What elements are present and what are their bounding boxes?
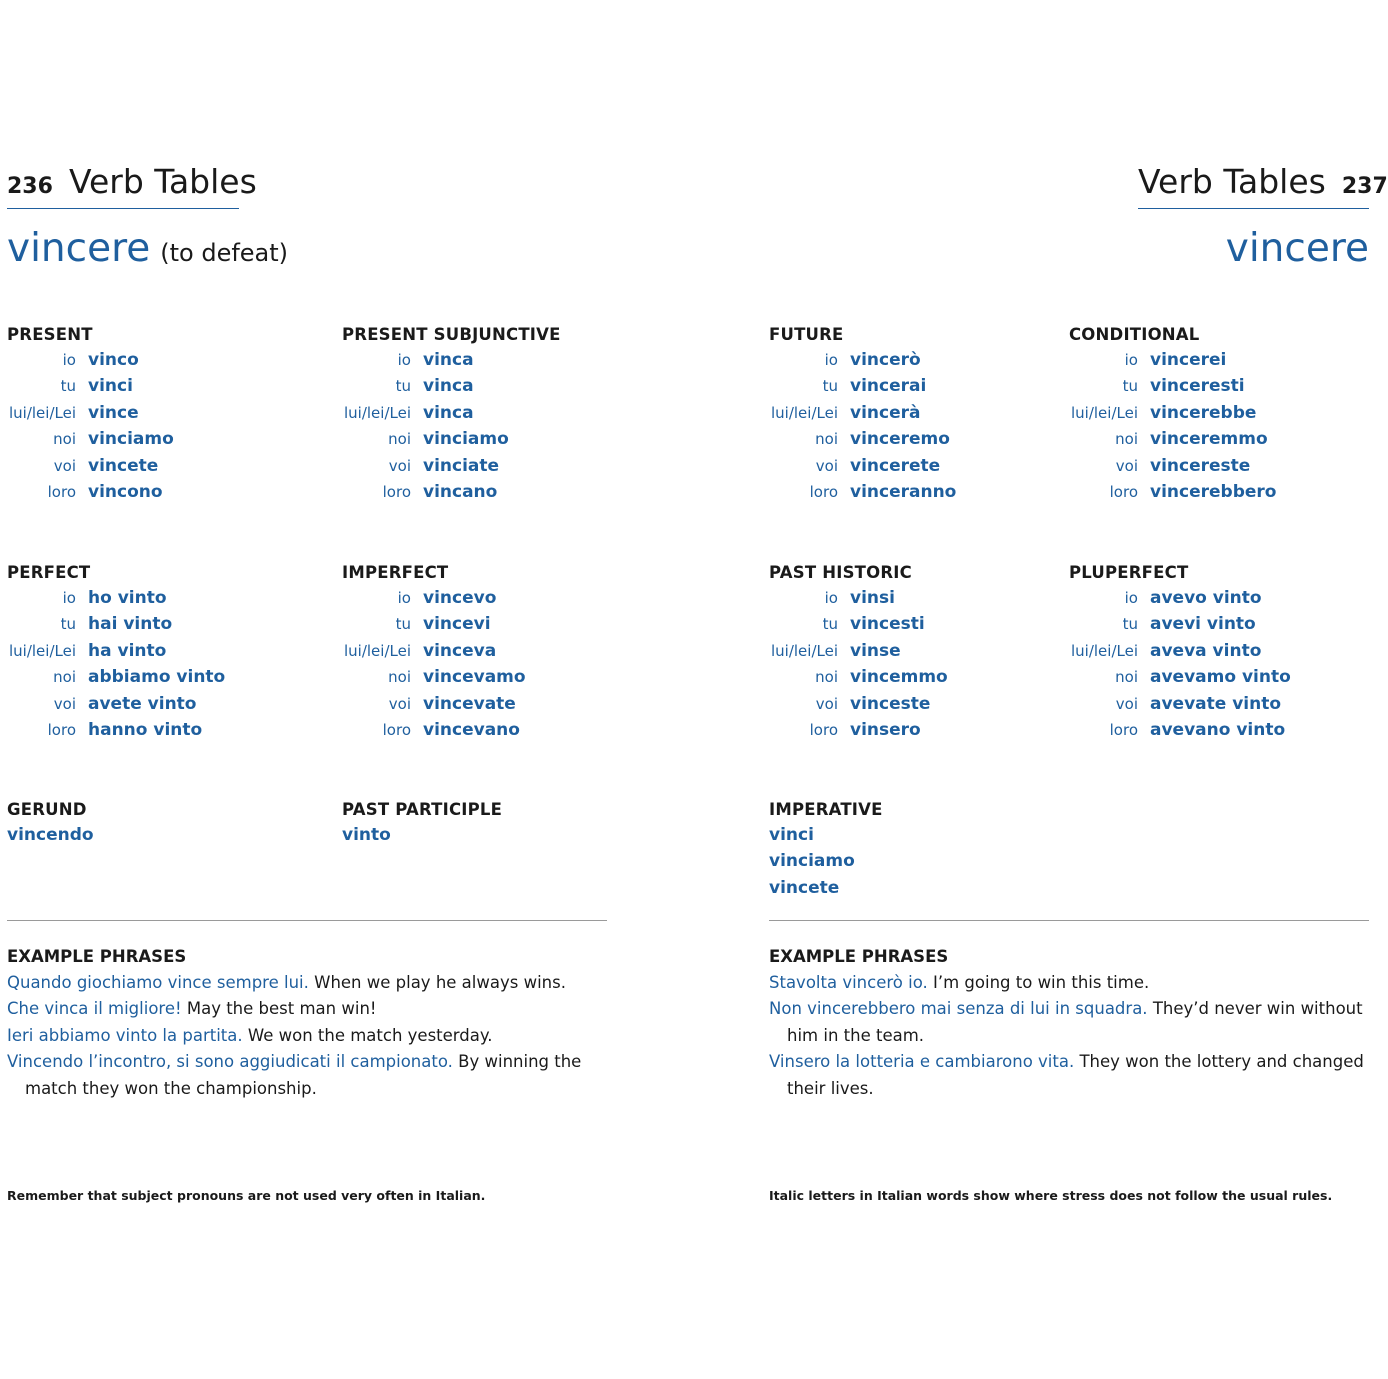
example-english: By winning the match they won the championship. bbox=[25, 1052, 582, 1098]
conjugation-row bbox=[1069, 585, 1291, 611]
verb-form: avevo vinto bbox=[1150, 588, 1262, 608]
left-verb-title bbox=[7, 226, 288, 271]
verb-form: hai vinto bbox=[88, 614, 173, 635]
pronoun: noi bbox=[1115, 668, 1138, 687]
conjugation-row bbox=[342, 400, 561, 426]
conjugation-row bbox=[1069, 691, 1291, 717]
pronoun: voi bbox=[1115, 694, 1138, 713]
example-italian: Vincendo l’incontro, si sono aggiudicati il campionato. bbox=[7, 1052, 453, 1072]
right-verb-title bbox=[1226, 226, 1369, 271]
conjugation-row bbox=[769, 691, 948, 717]
left-verb-infinitive: vincere bbox=[7, 226, 151, 271]
pronoun: lui/lei/Lei bbox=[1070, 641, 1138, 660]
gerund-block bbox=[7, 798, 94, 848]
tense-perfect bbox=[7, 561, 225, 743]
verb-form: avevano vinto bbox=[1150, 719, 1286, 740]
conjugation-row bbox=[1069, 453, 1276, 479]
pronoun: lui/lei/Lei bbox=[343, 641, 411, 660]
pronoun: noi bbox=[815, 668, 838, 687]
verb-form: vincerete bbox=[850, 455, 941, 476]
pronoun: io bbox=[824, 589, 838, 607]
pronoun: tu bbox=[1122, 615, 1138, 634]
tense-imperfect bbox=[342, 561, 526, 743]
verb-form: vincerò bbox=[850, 350, 921, 370]
verb-form: vincerebbero bbox=[1150, 481, 1277, 502]
verb-form: vincereste bbox=[1150, 455, 1251, 476]
pronoun: io bbox=[824, 351, 838, 369]
example-english: When we play he always wins. bbox=[314, 973, 566, 992]
verb-form: vince bbox=[88, 402, 139, 423]
conjugation-row bbox=[1069, 373, 1276, 399]
verb-form: vincerà bbox=[850, 402, 921, 423]
pronoun: voi bbox=[1115, 456, 1138, 475]
conjugation-row bbox=[342, 453, 561, 479]
pronoun: tu bbox=[1122, 377, 1138, 396]
example-italian: Stavolta vincerò io. bbox=[769, 973, 928, 992]
conjugation-row bbox=[342, 479, 561, 505]
conjugation-row bbox=[769, 611, 948, 637]
tense-heading: PAST HISTORIC bbox=[769, 563, 912, 582]
verb-form: vincerebbe bbox=[1150, 402, 1257, 423]
conjugation-row bbox=[7, 453, 174, 479]
pronoun: noi bbox=[815, 430, 838, 449]
conjugation-row bbox=[342, 373, 561, 399]
verb-form: vinceva bbox=[423, 640, 497, 661]
imperative-form: vincete bbox=[769, 877, 840, 898]
right-divider bbox=[769, 920, 1369, 921]
verb-form: vincono bbox=[88, 481, 163, 502]
example-phrase bbox=[769, 1049, 1369, 1102]
pronoun: loro bbox=[809, 720, 838, 739]
left-page-number: 236 bbox=[7, 174, 53, 199]
verb-form: vincerei bbox=[1150, 350, 1227, 370]
example-phrase bbox=[769, 996, 1369, 1049]
imperative-heading: IMPERATIVE bbox=[769, 800, 883, 819]
pronoun: voi bbox=[388, 456, 411, 475]
pronoun: tu bbox=[60, 615, 76, 634]
example-english: We won the match yesterday. bbox=[247, 1025, 493, 1045]
verb-form: vinceste bbox=[850, 693, 931, 714]
conjugation-row bbox=[769, 373, 956, 399]
example-phrase bbox=[7, 1023, 607, 1049]
example-italian: Quando giochiamo vince sempre lui. bbox=[7, 973, 309, 992]
verb-form: vincevate bbox=[423, 693, 516, 714]
conjugation-row bbox=[1069, 664, 1291, 690]
imperative-form: vinciamo bbox=[769, 851, 855, 872]
verb-form: vinceremmo bbox=[1150, 429, 1268, 450]
conjugation-row bbox=[7, 347, 174, 373]
conjugation-row bbox=[342, 611, 526, 637]
pronoun: loro bbox=[1109, 720, 1138, 739]
verb-form: vinceremo bbox=[850, 429, 950, 450]
verb-form: aveva vinto bbox=[1150, 640, 1262, 661]
pronoun: lui/lei/Lei bbox=[770, 641, 838, 660]
conjugation-row bbox=[769, 400, 956, 426]
past-participle-block bbox=[342, 798, 502, 848]
example-phrase bbox=[7, 1049, 607, 1102]
verb-form: vinca bbox=[423, 350, 474, 370]
pronoun: voi bbox=[815, 694, 838, 713]
pronoun: io bbox=[62, 351, 76, 369]
conjugation-row bbox=[7, 585, 225, 611]
conjugation-row bbox=[1069, 611, 1291, 637]
tense-past-historic bbox=[769, 561, 948, 743]
pronoun: io bbox=[397, 351, 411, 369]
verb-form: vinse bbox=[850, 640, 901, 661]
conjugation-row bbox=[342, 638, 526, 664]
gerund-heading: GERUND bbox=[7, 800, 87, 819]
past-participle-heading: PAST PARTICIPLE bbox=[342, 800, 503, 819]
conjugation-row bbox=[7, 691, 225, 717]
left-divider bbox=[7, 920, 607, 921]
conjugation-row bbox=[1069, 400, 1276, 426]
verb-form: ho vinto bbox=[88, 588, 167, 608]
verb-form: vincerai bbox=[850, 376, 927, 397]
verb-form: avevate vinto bbox=[1150, 693, 1282, 714]
verb-form: abbiamo vinto bbox=[88, 667, 226, 688]
conjugation-row bbox=[1069, 638, 1291, 664]
right-example-phrases bbox=[769, 944, 1369, 1102]
left-footnote: Remember that subject pronouns are not used very often in Italian. bbox=[7, 1188, 486, 1203]
verb-form: vinsero bbox=[850, 719, 921, 740]
verb-form: vinca bbox=[423, 402, 474, 423]
conjugation-row bbox=[7, 479, 174, 505]
example-english: May the best man win! bbox=[186, 999, 377, 1019]
pronoun: io bbox=[397, 589, 411, 607]
conjugation-row bbox=[769, 638, 948, 664]
pronoun: noi bbox=[388, 430, 411, 449]
conjugation-row bbox=[342, 691, 526, 717]
conjugation-row bbox=[342, 585, 526, 611]
right-footnote: Italic letters in Italian words show where stress does not follow the usual rules. bbox=[769, 1188, 1333, 1203]
example-italian: Non vincerebbero mai senza di lui in squadra. bbox=[769, 999, 1148, 1019]
verb-form: vinca bbox=[423, 376, 474, 397]
verb-form: vincevamo bbox=[423, 667, 526, 688]
verb-gloss: (to defeat) bbox=[160, 239, 289, 267]
pronoun: voi bbox=[815, 456, 838, 475]
pronoun: noi bbox=[53, 668, 76, 687]
tense-present-subjunctive bbox=[342, 323, 561, 505]
example-italian: Vinsero la lotteria e cambiarono vita. bbox=[769, 1052, 1075, 1072]
left-examples-heading: EXAMPLE PHRASES bbox=[7, 947, 187, 966]
pronoun: io bbox=[1124, 351, 1138, 369]
gerund-form: vincendo bbox=[7, 825, 94, 845]
verb-form: vinciamo bbox=[423, 429, 509, 450]
conjugation-row bbox=[1069, 426, 1276, 452]
pronoun: tu bbox=[822, 377, 838, 396]
conjugation-row bbox=[769, 585, 948, 611]
pronoun: noi bbox=[1115, 430, 1138, 449]
example-italian: Che vinca il migliore! bbox=[7, 999, 182, 1019]
verb-form: vincesti bbox=[850, 614, 925, 635]
verb-form: vincete bbox=[88, 455, 159, 476]
tense-present bbox=[7, 323, 174, 505]
pronoun: loro bbox=[47, 482, 76, 501]
verb-form: vincano bbox=[423, 481, 498, 502]
left-page-header bbox=[7, 162, 257, 209]
example-english: I’m going to win this time. bbox=[933, 973, 1150, 992]
conjugation-row bbox=[7, 400, 174, 426]
verb-form: vinceresti bbox=[1150, 376, 1245, 397]
verb-form: avevi vinto bbox=[1150, 614, 1256, 635]
conjugation-row bbox=[769, 426, 956, 452]
pronoun: lui/lei/Lei bbox=[343, 403, 411, 422]
pronoun: io bbox=[62, 589, 76, 607]
conjugation-row bbox=[342, 426, 561, 452]
pronoun: loro bbox=[1109, 482, 1138, 501]
past-participle-form: vinto bbox=[342, 825, 391, 845]
verb-form: vinco bbox=[88, 350, 139, 370]
pronoun: voi bbox=[53, 456, 76, 475]
example-phrase bbox=[769, 970, 1369, 996]
pronoun: noi bbox=[53, 430, 76, 449]
verb-form: vincevi bbox=[423, 614, 491, 635]
conjugation-row bbox=[342, 664, 526, 690]
pronoun: lui/lei/Lei bbox=[1070, 403, 1138, 422]
conjugation-row bbox=[7, 373, 174, 399]
tense-pluperfect bbox=[1069, 561, 1291, 743]
verb-form: vinceranno bbox=[850, 481, 957, 502]
example-english: They won the lottery and changed their lives. bbox=[787, 1052, 1364, 1098]
right-page-number: 237 bbox=[1341, 174, 1388, 199]
tense-heading: FUTURE bbox=[769, 325, 844, 344]
example-english: They’d never win without him in the team. bbox=[787, 999, 1363, 1045]
tense-heading: PRESENT SUBJUNCTIVE bbox=[342, 325, 561, 344]
right-header-title: Verb Tables bbox=[1138, 162, 1326, 201]
right-examples-heading: EXAMPLE PHRASES bbox=[769, 947, 949, 966]
pronoun: lui/lei/Lei bbox=[8, 403, 76, 422]
pronoun: loro bbox=[382, 482, 411, 501]
conjugation-row bbox=[342, 717, 526, 743]
pronoun: noi bbox=[388, 668, 411, 687]
example-phrase bbox=[7, 996, 607, 1022]
verb-form: ha vinto bbox=[88, 640, 167, 661]
pronoun: tu bbox=[60, 377, 76, 396]
conjugation-row bbox=[1069, 347, 1276, 373]
verb-form: vinciate bbox=[423, 455, 500, 476]
conjugation-row bbox=[7, 426, 174, 452]
pronoun: lui/lei/Lei bbox=[8, 641, 76, 660]
tense-heading: PLUPERFECT bbox=[1069, 563, 1189, 582]
pronoun: lui/lei/Lei bbox=[770, 403, 838, 422]
pronoun: voi bbox=[53, 694, 76, 713]
pronoun: io bbox=[1124, 589, 1138, 607]
conjugation-row bbox=[342, 347, 561, 373]
conjugation-row bbox=[7, 638, 225, 664]
verb-form: vinsi bbox=[850, 588, 895, 608]
pronoun: loro bbox=[382, 720, 411, 739]
verb-form: avevamo vinto bbox=[1150, 667, 1291, 688]
left-header-title: Verb Tables bbox=[68, 162, 257, 201]
verb-form: vinci bbox=[88, 376, 133, 397]
tense-future bbox=[769, 323, 956, 505]
left-example-phrases bbox=[7, 944, 607, 1102]
pronoun: tu bbox=[822, 615, 838, 634]
tense-conditional bbox=[1069, 323, 1276, 505]
pronoun: voi bbox=[388, 694, 411, 713]
tense-heading: PERFECT bbox=[7, 563, 91, 582]
imperative-block bbox=[769, 798, 883, 901]
verb-form: vincevano bbox=[423, 719, 520, 740]
conjugation-row bbox=[769, 347, 956, 373]
pronoun: tu bbox=[395, 615, 411, 634]
pronoun: loro bbox=[47, 720, 76, 739]
conjugation-row bbox=[769, 717, 948, 743]
tense-heading: CONDITIONAL bbox=[1069, 325, 1200, 344]
conjugation-row bbox=[1069, 479, 1276, 505]
conjugation-row bbox=[7, 611, 225, 637]
conjugation-row bbox=[1069, 717, 1291, 743]
verb-form: vinciamo bbox=[88, 429, 174, 450]
example-italian: Ieri abbiamo vinto la partita. bbox=[7, 1025, 243, 1045]
pronoun: loro bbox=[809, 482, 838, 501]
conjugation-row bbox=[769, 664, 948, 690]
conjugation-row bbox=[7, 717, 225, 743]
pronoun: tu bbox=[395, 377, 411, 396]
right-page-header bbox=[1138, 162, 1388, 209]
tense-heading: IMPERFECT bbox=[342, 563, 449, 582]
conjugation-row bbox=[769, 479, 956, 505]
verb-form: hanno vinto bbox=[88, 719, 203, 740]
verb-form: vincemmo bbox=[850, 667, 948, 688]
right-verb-infinitive: vincere bbox=[1225, 226, 1369, 271]
tense-heading: PRESENT bbox=[7, 325, 93, 344]
conjugation-row bbox=[7, 664, 225, 690]
verb-form: avete vinto bbox=[88, 693, 197, 714]
conjugation-row bbox=[769, 453, 956, 479]
example-phrase bbox=[7, 970, 607, 996]
imperative-form: vinci bbox=[769, 825, 814, 845]
verb-form: vincevo bbox=[423, 588, 497, 608]
